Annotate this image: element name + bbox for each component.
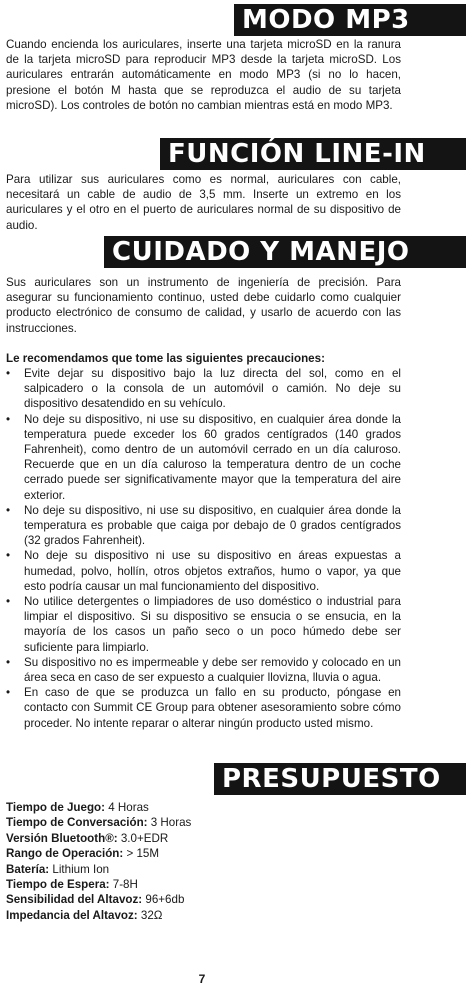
precaution-item bbox=[6, 412, 401, 503]
bullet-glyph: • bbox=[6, 549, 11, 563]
spec-label: Impedancia del Altavoz: bbox=[6, 908, 138, 922]
spec-row bbox=[6, 908, 306, 923]
section-title-mp3: MODO MP3 bbox=[234, 4, 466, 36]
spec-label: Rango de Operación: bbox=[6, 847, 124, 861]
spec-row bbox=[6, 800, 306, 815]
precaution-item bbox=[6, 594, 401, 655]
precaution-item bbox=[6, 655, 401, 685]
spec-row bbox=[6, 892, 306, 907]
spec-row bbox=[6, 862, 306, 877]
spec-value: 3.0+EDR bbox=[117, 831, 169, 845]
bullet-glyph: • bbox=[6, 367, 11, 380]
spec-value: 3 Horas bbox=[147, 816, 192, 830]
spec-label: Batería: bbox=[6, 862, 50, 876]
precaution-text: No utilice detergentes o limpiadores de uso doméstico o industrial para limpiar el dispositivo. Si su dispositivo se ensucia o se ensucia, en la mayoría de los casos un paño seco o un poco húmedo debe ser suficiente para limpiarlo. bbox=[24, 595, 401, 654]
spec-label: Versión Bluetooth®: bbox=[6, 831, 118, 845]
section-title-line-in: FUNCIÓN LINE-IN bbox=[160, 138, 466, 170]
spec-label: Tiempo de Espera: bbox=[6, 878, 110, 892]
spec-value: 32Ω bbox=[137, 908, 163, 922]
precautions-heading: Le recomendamos que tome las siguientes precauciones: bbox=[6, 352, 325, 365]
bullet-glyph: • bbox=[6, 655, 11, 669]
precaution-item bbox=[6, 685, 401, 731]
precautions-list bbox=[6, 366, 401, 731]
spec-label: Tiempo de Juego: bbox=[6, 801, 105, 814]
precaution-item bbox=[6, 366, 401, 412]
spec-row bbox=[6, 831, 306, 846]
line-in-paragraph: Para utilizar sus auriculares como es normal, auriculares con cable, necesitará un cable de audio de 3,5 mm. Inserte un extremo en los auriculares y el otro en el puerto de auriculares normal de su dispositivo de audio. bbox=[6, 173, 401, 232]
bullet-glyph: • bbox=[6, 595, 11, 609]
page-number: 7 bbox=[198, 972, 206, 986]
bullet-glyph: • bbox=[6, 412, 11, 426]
section-title-care: CUIDADO Y MANEJO bbox=[104, 236, 466, 268]
spec-label: Sensibilidad del Altavoz: bbox=[6, 893, 143, 907]
mp3-paragraph: Cuando encienda los auriculares, inserte una tarjeta microSD en la ranura de la tarjeta microSD para reproducir MP3 desde la tarjeta microSD. Los auriculares entrarán automáticamente en modo MP3 (si no lo hacen, presione el botón M hasta que se reproduzca el audio de su tarjeta microSD). Los controles de botón no cambian mientras está en modo MP3. bbox=[6, 38, 401, 112]
spec-row bbox=[6, 877, 306, 892]
precaution-item bbox=[6, 503, 401, 549]
bullet-glyph: • bbox=[6, 503, 11, 517]
spec-value: > 15M bbox=[123, 847, 160, 861]
precaution-text: Su dispositivo no es impermeable y debe ser removido y colocado en un área seca en caso de ser expuesto a cualquier llovizna, lluvia o agua. bbox=[24, 655, 401, 685]
spec-label: Tiempo de Conversación: bbox=[6, 816, 148, 830]
precaution-text: No deje su dispositivo, ni use su dispositivo, en cualquier área donde la temperatura es probable que caiga por debajo de 0 grados centígrados (32 grados Fahrenheit). bbox=[24, 503, 401, 548]
precaution-text: Evite dejar su dispositivo bajo la luz directa del sol, como en el salpicadero o la consola de un automóvil o camión. No deje su dispositivo desatendido en su vehículo. bbox=[24, 367, 401, 411]
precaution-text: No deje su dispositivo ni use su dispositivo en áreas expuestas a humedad, polvo, hollín, otros objetos extraños, humo o vapor, ya que esto podría causar un mal funcionamiento del dispositivo. bbox=[24, 549, 401, 593]
care-intro-paragraph: Sus auriculares son un instrumento de ingeniería de precisión. Para asegurar su funcionamiento continuo, usted debe cuidarlo como cualquier producto electrónico de consumo de calidad, y usarlo de acuerdo con las instrucciones. bbox=[6, 276, 401, 335]
precaution-text: En caso de que se produzca un fallo en su producto, póngase en contacto con Summit CE Group para obtener asesoramiento sobre cómo proceder. No intente reparar o alterar ningún producto usted mismo. bbox=[24, 686, 401, 730]
spec-value: Lithium Ion bbox=[49, 862, 110, 876]
spec-list bbox=[6, 800, 306, 923]
precaution-text: No deje su dispositivo, ni use su dispositivo, en cualquier área donde la temperatura puede exceder los 60 grados centígrados (140 grados Fahrenheit), como dentro de un automóvil cerrado en un día caluroso. Recuerde que en un día caluroso la temperatura dentro de un coche cerrado puede ser significativamente mayor que la temperatura del aire exterior. bbox=[24, 412, 401, 502]
spec-value: 4 Horas bbox=[105, 801, 149, 814]
spec-row bbox=[6, 815, 306, 830]
spec-value: 7-8H bbox=[109, 878, 138, 892]
bullet-glyph: • bbox=[6, 686, 11, 700]
precaution-item bbox=[6, 548, 401, 594]
spec-value: 96+6db bbox=[142, 893, 185, 907]
section-title-budget: PRESUPUESTO bbox=[214, 763, 466, 795]
spec-row bbox=[6, 846, 306, 861]
